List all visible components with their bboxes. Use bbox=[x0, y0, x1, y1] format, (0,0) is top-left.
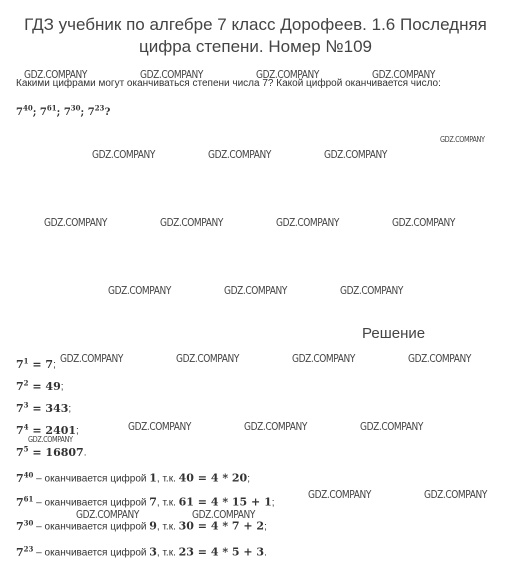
step-row: $7^5 = 16807$. bbox=[16, 444, 87, 459]
watermark: GDZ.COMPANY bbox=[92, 148, 155, 161]
power-item: $7^{23}$? bbox=[87, 104, 111, 119]
watermark: GDZ.COMPANY bbox=[108, 284, 171, 297]
power-item: $7^{61}$; bbox=[39, 104, 61, 119]
power-item: $7^{30}$; bbox=[63, 104, 85, 119]
watermark: GDZ.COMPANY bbox=[292, 352, 355, 365]
watermark: GDZ.COMPANY bbox=[392, 216, 455, 229]
power-item: $7^{40}$; bbox=[16, 104, 37, 119]
watermark: GDZ.COMPANY bbox=[128, 420, 191, 433]
title-line-1: ГДЗ учебник по алгебре 7 класс Дорофеев. 1.6 Последняя bbox=[24, 15, 487, 34]
watermark: GDZ.COMPANY bbox=[160, 216, 223, 229]
powers-list bbox=[16, 104, 110, 118]
watermark: GDZ.COMPANY bbox=[24, 68, 87, 81]
watermark: GDZ.COMPANY bbox=[276, 216, 339, 229]
step-row: $7^2 = 49$; bbox=[16, 378, 64, 393]
watermark: GDZ.COMPANY bbox=[372, 68, 435, 81]
watermark: GDZ.COMPANY bbox=[208, 148, 271, 161]
page-title bbox=[0, 14, 511, 58]
watermark: GDZ.COMPANY bbox=[76, 508, 139, 521]
watermark: GDZ.COMPANY bbox=[176, 352, 239, 365]
step-row: $7^3 = 343$; bbox=[16, 400, 72, 415]
solution-heading: Решение bbox=[362, 325, 426, 342]
conclusion-row: $7^{61}$ – оканчивается цифрой 7, т.к. 61 = 4 * 15 + 1; bbox=[16, 494, 275, 509]
watermark: GDZ.COMPANY bbox=[408, 352, 471, 365]
watermark: GDZ.COMPANY bbox=[340, 284, 403, 297]
watermark: GDZ.COMPANY bbox=[140, 68, 203, 81]
watermark: GDZ.COMPANY bbox=[244, 420, 307, 433]
step-row: $7^1 = 7$; bbox=[16, 356, 56, 371]
watermark: GDZ.COMPANY bbox=[424, 488, 487, 501]
watermark: GDZ.COMPANY bbox=[324, 148, 387, 161]
conclusion-row: $7^{30}$ – оканчивается цифрой 9, т.к. 30 = 4 * 7 + 2; bbox=[16, 518, 267, 533]
conclusion-row: $7^{40}$ – оканчивается цифрой 1, т.к. 40 = 4 * 20; bbox=[16, 470, 250, 485]
conclusion-row: $7^{23}$ – оканчивается цифрой 3, т.к. 23 = 4 * 5 + 3. bbox=[16, 544, 267, 559]
title-line-2: цифра степени. Номер №109 bbox=[138, 37, 373, 56]
watermark: GDZ.COMPANY bbox=[60, 352, 123, 365]
watermark: GDZ.COMPANY bbox=[256, 68, 319, 81]
watermark: GDZ.COMPANY bbox=[44, 216, 107, 229]
watermark: GDZ.COMPANY bbox=[192, 508, 255, 521]
watermark: GDZ.COMPANY bbox=[224, 284, 287, 297]
watermark: GDZ.COMPANY bbox=[440, 135, 485, 144]
question-text: Какими цифрами могут оканчиваться степени числа 7? Какой цифрой оканчивается число: bbox=[16, 78, 441, 89]
watermark: GDZ.COMPANY bbox=[360, 420, 423, 433]
step-row: $7^4 = 2401$; bbox=[16, 422, 79, 437]
watermark: GDZ.COMPANY bbox=[28, 435, 73, 444]
watermark: GDZ.COMPANY bbox=[308, 488, 371, 501]
